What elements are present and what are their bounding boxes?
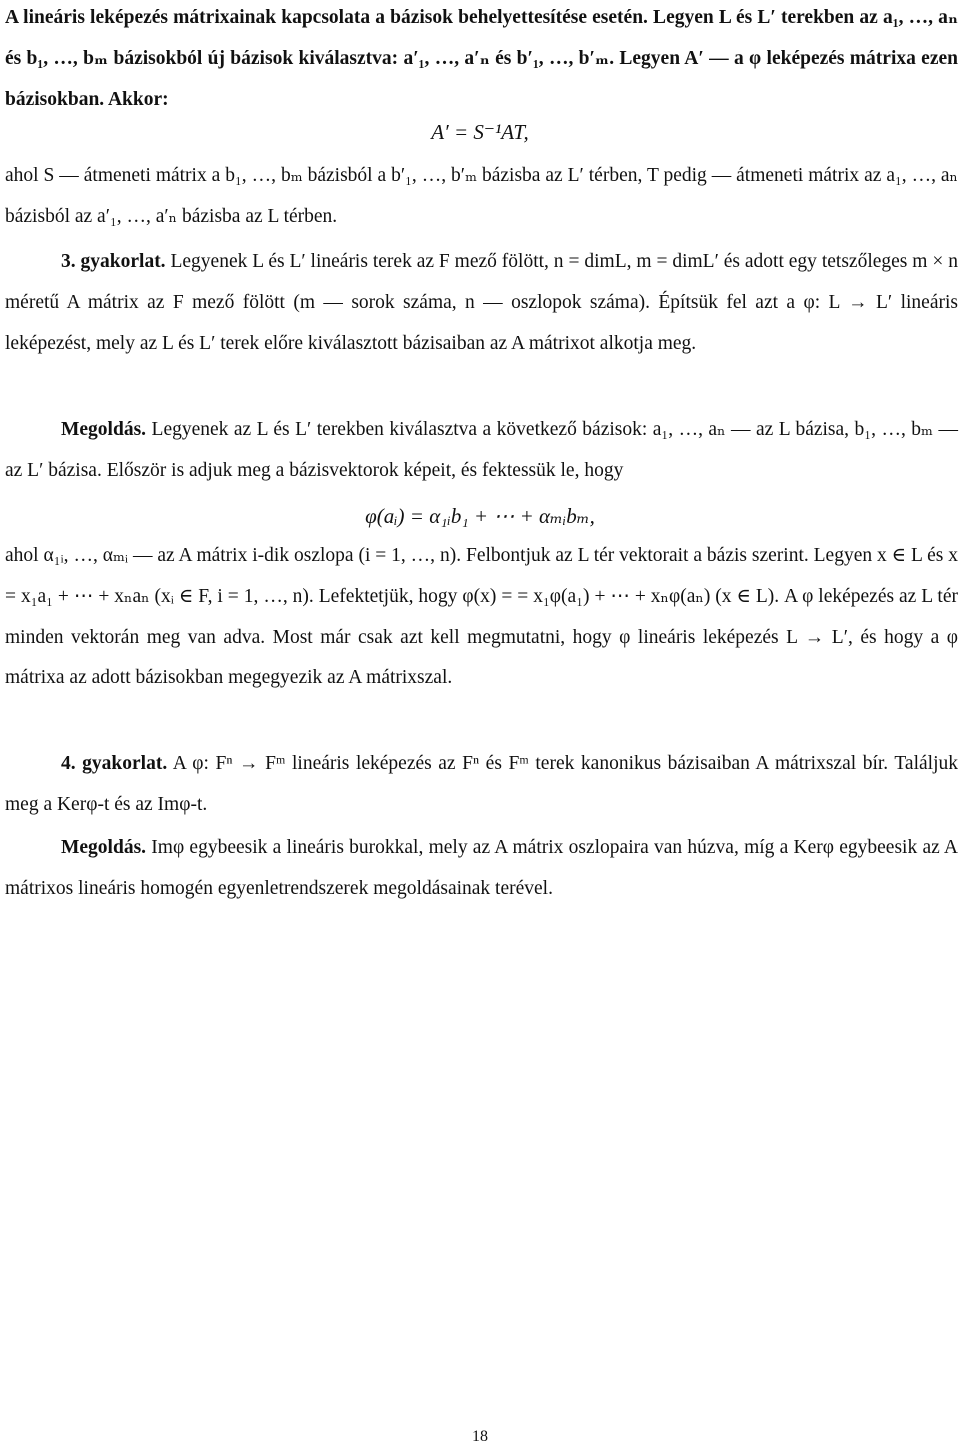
solution-4-text: Imφ egybeesik a lineáris burokkal, mely az A mátrix oszlopaira van húzva, míg a Kerφ egybeesik az A mátrixos lineáris homogén egyenletrendszerek megoldásainak terével. <box>5 837 958 899</box>
exercise-4-heading: 4. gyakorlat. <box>61 753 168 774</box>
exercise-3-heading: 3. gyakorlat. <box>61 251 166 272</box>
transition-explanation: ahol S — átmeneti mátrix a b₁, …, bₘ bázisból a b′₁, …, b′ₘ bázisba az L′ térben, T pedig — átmeneti mátrix az a₁, …, aₙ bázisból az a′₁, …, a′ₙ bázisba az L térben. <box>5 165 958 227</box>
equation-basis-image: φ(aᵢ) = α₁ᵢb₁ + ⋯ + αₘᵢbₘ, <box>365 504 595 528</box>
page-number: 18 <box>472 1428 488 1445</box>
solution-4-heading: Megoldás. <box>61 837 147 858</box>
solution-4 <box>5 828 958 910</box>
solution-3 <box>5 410 958 492</box>
intro-paragraph <box>5 0 958 120</box>
exercise-4 <box>5 744 958 826</box>
equation-transition: A′ = S⁻¹AT, <box>431 120 529 144</box>
exercise-4-text: A φ: Fⁿ → Fᵐ lineáris leképezés az Fⁿ és Fᵐ terek kanonikus bázisaiban A mátrixszal bír. Találjuk meg a Kerφ-t és az Imφ-t. <box>5 753 958 815</box>
exercise-3 <box>5 242 958 364</box>
solution-3-continued: ahol α₁ᵢ, …, αₘᵢ — az A mátrix i-dik oszlopa (i = 1, …, n). Felbontjuk az L tér vektorait a bázis szerint. Legyen x ∈ L és x = x₁a₁ + ⋯ + xₙaₙ (xᵢ ∈ F, i = 1, …, n). Lefektetjük, hogy φ(x) = = x₁φ(a₁) + ⋯ + xₙφ(aₙ) (x ∈ L). A φ leképezés az L tér minden vektorán meg van adva. Most már csak azt kell megmutatni, hogy φ lineáris leképezés L → L′, és hogy a φ mátrixa az adott bázisokban megegyezik az A mátrixszal. <box>5 545 958 689</box>
solution-3-heading: Megoldás. <box>61 419 147 440</box>
solution-3-text: Legyenek az L és L′ terekben kiválasztva a következő bázisok: a₁, …, aₙ — az L bázisa, b₁, …, bₘ — az L′ bázisa. Először is adjuk meg a bázisvektorok képeit, és fektessük le, hogy <box>5 419 958 481</box>
theorem-text: A lineáris leképezés mátrixainak kapcsolata a bázisok behelyettesítése esetén. Legyen L és L′ terekben az a₁, …, aₙ és b₁, …, bₘ bázisokból új bázisok kiválasztva: a′₁, …, a′ₙ és b′₁, …, b′ₘ. Legyen A′ — a φ leképezés mátrixa ezen bázisokban. Akkor: <box>5 7 958 110</box>
exercise-3-text: Legyenek L és L′ lineáris terek az F mező fölött, n = dimL, m = dimL′ és adott egy tetszőleges m × n méretű A mátrix az F mező fölött (m — sorok száma, n — oszlopok száma). Építsük fel azt a φ: L → L′ lineáris leképezést, mely az L és L′ terek előre kiválasztott bázisaiban az A mátrixot alkotja meg. <box>5 251 958 354</box>
